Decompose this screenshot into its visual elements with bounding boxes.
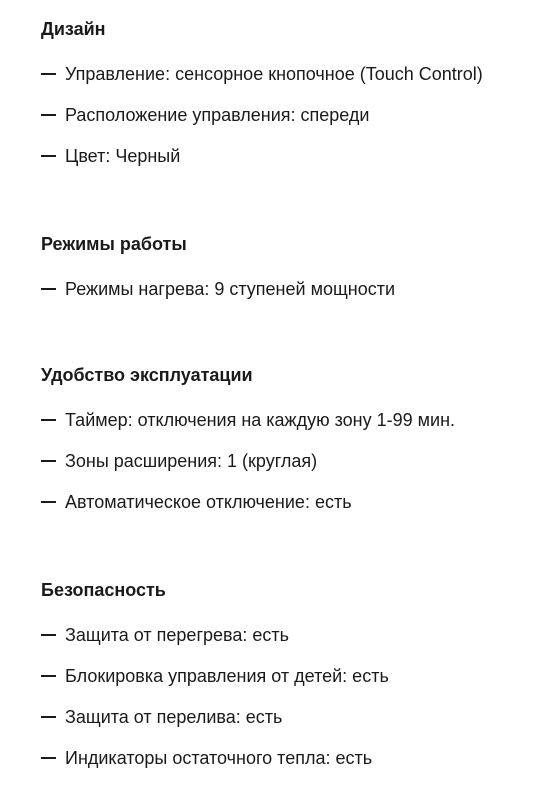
- dash-bullet-icon: [41, 155, 56, 157]
- spec-list: [41, 63, 551, 167]
- spec-item: [41, 747, 551, 769]
- spec-item-text: Режимы нагрева: 9 ступеней мощности: [65, 279, 396, 299]
- spec-item-text: Таймер: отключения на каждую зону 1-99 мин.: [65, 410, 456, 430]
- section-design: [41, 18, 551, 167]
- dash-bullet-icon: [41, 716, 56, 718]
- spec-item-text: Управление: сенсорное кнопочное (Touch Control): [65, 64, 483, 84]
- section-title: Режимы работы: [41, 234, 187, 254]
- spec-item-text: Индикаторы остаточного тепла: есть: [65, 748, 373, 768]
- spec-item: [41, 278, 551, 300]
- dash-bullet-icon: [41, 634, 56, 636]
- spec-item: [41, 665, 551, 687]
- spec-list: [41, 409, 551, 513]
- section-usability: [41, 364, 551, 513]
- spec-item: [41, 706, 551, 728]
- spec-list: [41, 624, 551, 769]
- section-safety: [41, 579, 551, 769]
- dash-bullet-icon: [41, 419, 56, 421]
- dash-bullet-icon: [41, 288, 56, 290]
- section-title: Безопасность: [41, 580, 166, 600]
- spec-item-text: Защита от перелива: есть: [65, 707, 283, 727]
- spec-item-text: Зоны расширения: 1 (круглая): [65, 451, 318, 471]
- section-title: Удобство эксплуатации: [41, 365, 253, 385]
- spec-item-text: Защита от перегрева: есть: [65, 625, 290, 645]
- spec-item-text: Блокировка управления от детей: есть: [65, 666, 389, 686]
- spec-item-text: Цвет: Черный: [65, 146, 181, 166]
- spec-item: [41, 104, 551, 126]
- spec-item: [41, 145, 551, 167]
- dash-bullet-icon: [41, 73, 56, 76]
- spec-item: [41, 63, 551, 85]
- dash-bullet-icon: [41, 757, 56, 760]
- section-title: Дизайн: [41, 19, 106, 39]
- spec-item-text: Расположение управления: спереди: [65, 105, 370, 125]
- spec-item: [41, 624, 551, 646]
- dash-bullet-icon: [41, 501, 56, 503]
- spec-item: [41, 409, 551, 431]
- dash-bullet-icon: [41, 675, 56, 677]
- spec-item: [41, 450, 551, 472]
- spec-item: [41, 491, 551, 513]
- section-operating-modes: [41, 233, 551, 300]
- dash-bullet-icon: [41, 114, 56, 116]
- spec-list: [41, 278, 551, 300]
- spec-item-text: Автоматическое отключение: есть: [65, 492, 352, 512]
- specifications-page: [41, 0, 551, 769]
- dash-bullet-icon: [41, 460, 56, 463]
